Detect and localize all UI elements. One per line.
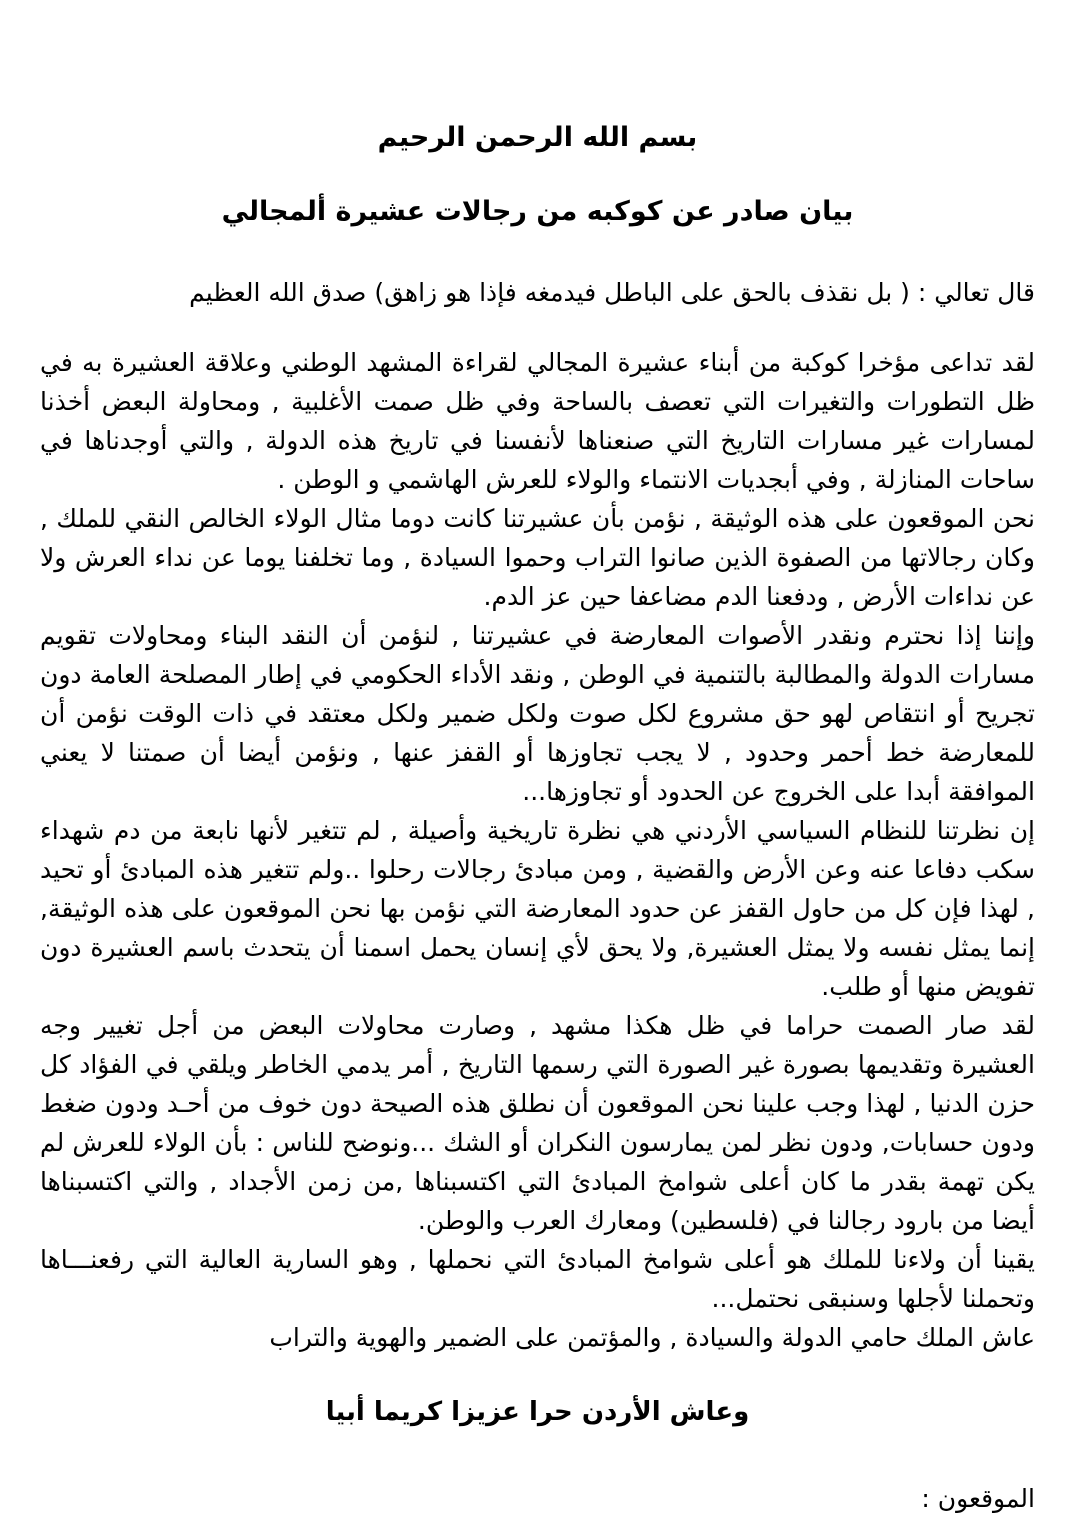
document-title: بيان صادر عن كوكبه من رجالات عشيرة ألمجالي (221, 196, 854, 227)
paragraph-1: لقد تداعى مؤخرا كوكبة من أبناء عشيرة المجالي لقراءة المشهد الوطني وعلاقة العشيرة به في ظل التطورات والتغيرات التي تعصف بالساحة وفي ظل صمت الأغلبية , ومحاولة البعض أخذنا لمسارات غير مسارات التاريخ التي صنعناها لأنفسنا في تاريخ هذه الدولة , والتي أوجدناها في ساحات المنازلة , وفي أبجديات الانتماء والولاء للعرش الهاشمي و الوطن . (40, 348, 1035, 494)
closing-slogan: وعاش الأردن حرا عزيزا كريما أبيا (325, 1397, 750, 1427)
signatories-label: الموقعون : (921, 1484, 1035, 1513)
quran-quote: قال تعالي : ( بل نقذف بالحق على الباطل فيدمغه فإذا هو زاهق) صدق الله العظيم (189, 278, 1035, 307)
paragraph-5: لقد صار الصمت حراما في ظل هكذا مشهد , وصارت محاولات البعض من أجل تغيير وجه العشيرة وتقديمها بصورة غير الصورة التي رسمها التاريخ , أمر يدمي الخاطر ويلقي في الفؤاد كل حزن الدنيا , لهذا وجب علينا نحن الموقعون أن نطلق هذه الصيحة دون خوف من أحـد ودون ضغط ودون حسابات, ودون نظر لمن يمارسون النكران أو الشك ...ونوضح للناس : بأن الولاء للعرش لم يكن تهمة بقدر ما كان أعلى شوامخ المبادئ التي اكتسبناها ,من زمن الأجداد , والتي اكتسبناها أيضا من بارود رجالنا في (فلسطين) ومعارك العرب والوطن. (40, 1011, 1035, 1235)
paragraph-7: عاش الملك حامي الدولة والسيادة , والمؤتمن على الضمير والهوية والتراب (269, 1323, 1035, 1352)
document-body (40, 343, 1035, 1357)
basmala-heading: بسم الله الرحمن الرحيم (377, 122, 698, 153)
paragraph-2: نحن الموقعون على هذه الوثيقة , نؤمن بأن عشيرتنا كانت دوما مثال الولاء الخالص النقي للملك , وكان رجالاتها من الصفوة الذين صانوا التراب وحموا السيادة , وما تخلفنا يوما عن نداء العرش ولا عن نداءات الأرض , ودفعنا الدم مضاعفا حين عز الدم. (40, 504, 1035, 611)
paragraph-4: إن نظرتنا للنظام السياسي الأردني هي نظرة تاريخية وأصيلة , لم تتغير لأنها نابعة من دم شهداء سكب دفاعا عنه وعن الأرض والقضية , ومن مبادئ رجالات رحلوا ..ولم تتغير هذه المبادئ أو تحيد , لهذا فإن كل من حاول القفز عن حدود المعارضة التي نؤمن بها نحن الموقعون على هذه الوثيقة, إنما يمثل نفسه ولا يمثل العشيرة, ولا يحق لأي إنسان يحمل اسمنا أن يتحدث باسم العشيرة دون تفويض منها أو طلب. (40, 816, 1035, 1001)
paragraph-6: يقينا أن ولاءنا للملك هو أعلى شوامخ المبادئ التي نحملها , وهو السارية العالية التي رفعنـــاها وتحملنا لأجلها وسنبقى نحتمل... (40, 1245, 1035, 1313)
paragraph-3: وإننا إذا نحترم ونقدر الأصوات المعارضة في عشيرتنا , لنؤمن أن النقد البناء ومحاولات تقويم مسارات الدولة والمطالبة بالتنمية في الوطن , ونقد الأداء الحكومي في إطار المصلحة العامة دون تجريح أو انتقاص لهو حق مشروع لكل صوت ولكل ضمير ولكل معتقد في ذات الوقت نؤمن أن للمعارضة خط أحمر وحدود , لا يجب تجاوزها أو القفز عنها , ونؤمن أيضا أن صمتنا لا يعني الموافقة أبدا على الخروج عن الحدود أو تجاوزها... (40, 621, 1035, 806)
